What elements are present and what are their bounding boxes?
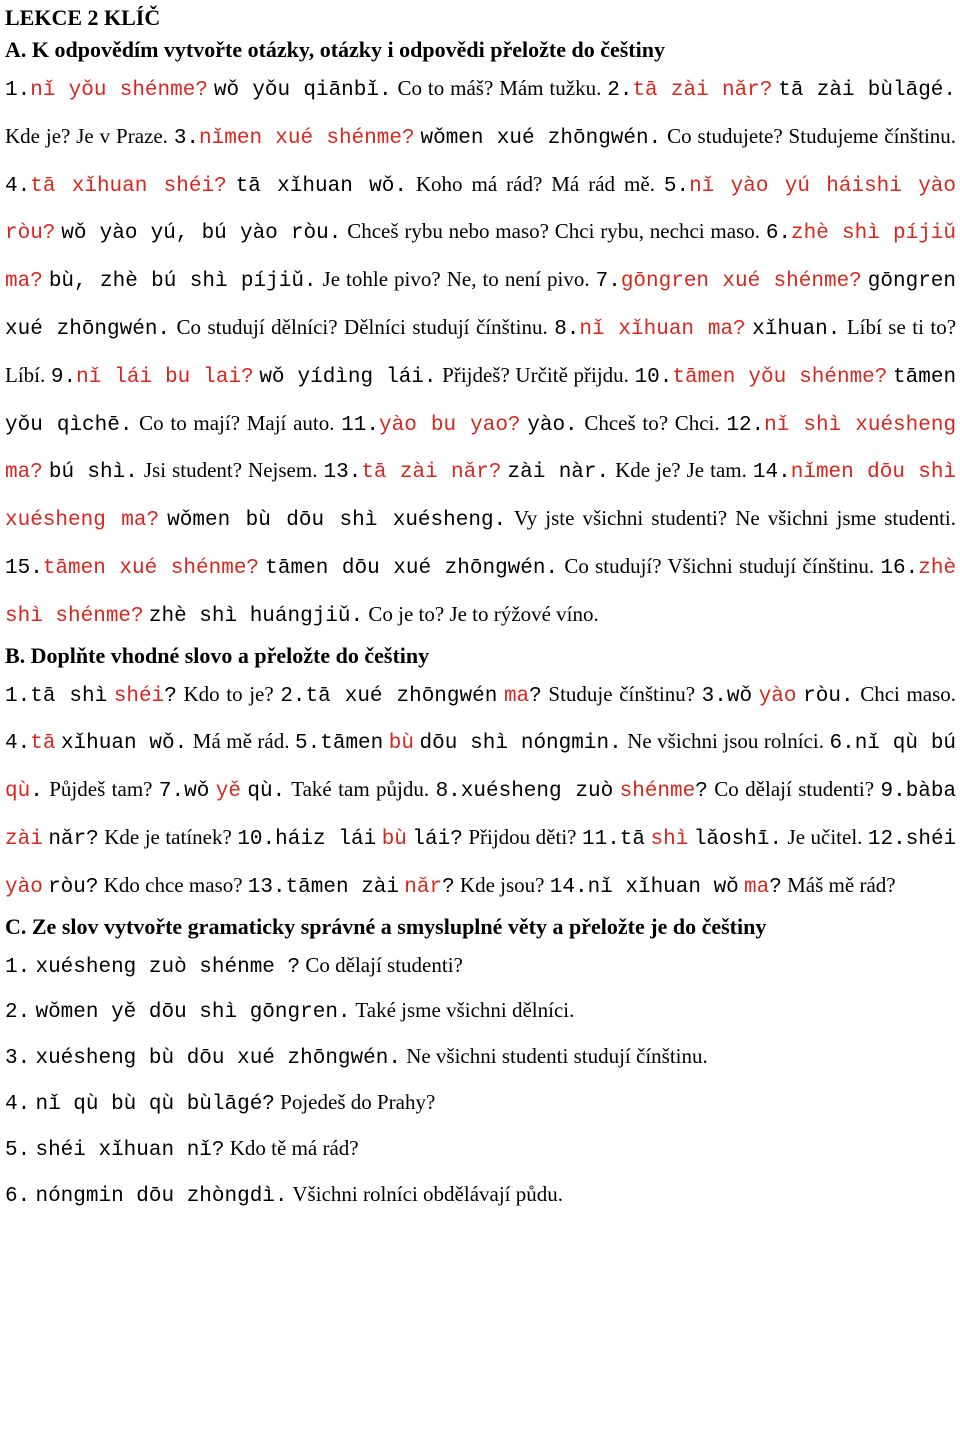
item-number: 12. (726, 413, 765, 437)
item-number: 2. (5, 1001, 31, 1025)
pinyin-before-blank: tāmen zài (285, 875, 399, 899)
pinyin-answer: tā xǐhuan wǒ. (235, 174, 407, 198)
filled-word: bù (381, 827, 407, 851)
pinyin-sentence: nóngmin dōu zhòngdì. (35, 1184, 288, 1208)
pinyin-before-blank: nǐ xǐhuan wǒ (587, 875, 739, 899)
pinyin-answer: gōngren xué zhōngwén. (5, 270, 957, 341)
pinyin-question: tā zài nǎr? (632, 79, 773, 102)
pinyin-answer: wǒ yào yú, bú yào ròu. (61, 222, 342, 246)
item-number: 11. (581, 827, 620, 851)
item-number: 5. (663, 174, 690, 198)
item-number: 10. (634, 365, 673, 389)
pinyin-answer: yào. (527, 413, 578, 437)
section-b-item (582, 825, 862, 849)
czech-translation: Pojedeš do Prahy? (280, 1089, 436, 1114)
pinyin-after-blank: ? (529, 684, 542, 708)
item-number: 3. (173, 126, 200, 150)
pinyin-sentence: xuésheng zuò shénme ? (35, 955, 301, 979)
pinyin-question: zhè shì píjiǔ ma? (5, 222, 957, 294)
pinyin-before-blank: wǒ (726, 684, 753, 708)
filled-word: bù (388, 732, 414, 756)
czech-translation: Ne všichni studenti studují čínštinu. (406, 1044, 708, 1069)
czech-translation: Je učitel. (787, 824, 863, 849)
section-a-item (341, 411, 719, 435)
czech-translation: Chceš to? Chci. (584, 410, 720, 435)
item-number: 1. (5, 79, 31, 102)
filled-word: zài (5, 827, 43, 851)
item-number: 8. (435, 780, 461, 804)
pinyin-after-blank: ròu? (48, 875, 99, 899)
pinyin-after-blank: ? (164, 684, 177, 708)
filled-word: qù (5, 780, 31, 804)
pinyin-sentence: nǐ qù bù qù bùlāgé? (35, 1092, 275, 1116)
item-number: 10. (237, 827, 276, 851)
pinyin-question: tā xǐhuan shéi? (30, 174, 227, 198)
pinyin-question: nǐ lái bu lai? (76, 365, 254, 389)
pinyin-before-blank: nǐ qù bú (854, 732, 957, 756)
czech-translation: Kde je? Je v Praze. (5, 123, 168, 148)
item-number: 14. (752, 461, 791, 485)
czech-translation: Kde je tatínek? (104, 824, 232, 849)
section-c-heading: C. Ze slov vytvořte gramaticky správné a smysluplné věty a přeložte je do češtiny (5, 913, 767, 939)
section-b-item (237, 825, 576, 849)
czech-translation: Kdo chce maso? (103, 872, 243, 897)
section-b-item (158, 777, 430, 804)
item-number: 6. (829, 732, 855, 756)
section-c-item (5, 1172, 956, 1218)
pinyin-after-blank: ? (769, 875, 782, 899)
section-b-item (248, 873, 545, 897)
item-number: 2. (280, 684, 306, 708)
pinyin-before-blank: tā (619, 827, 646, 851)
czech-translation: Je tohle pivo? Ne, to není pivo. (322, 267, 590, 292)
pinyin-answer: tā zài bùlāgé. (778, 79, 957, 102)
pinyin-question: nǐmen dōu shì xuésheng ma? (5, 461, 957, 533)
filled-word: shì (650, 827, 689, 851)
czech-translation: Kde je? Je tam. (615, 458, 747, 483)
item-number: 4. (5, 174, 31, 198)
czech-translation: Také tam půjdu. (291, 777, 430, 802)
item-number: 16. (880, 556, 919, 580)
item-number: 13. (323, 461, 362, 485)
filled-word: tā (30, 732, 56, 756)
section-a-heading: A. K odpovědím vytvořte otázky, otázky i odpovědi přeložte do češtiny (5, 37, 665, 62)
item-number: 3. (701, 684, 727, 708)
pinyin-after-blank: nǎr? (48, 827, 99, 851)
section-b-item (280, 682, 695, 706)
filled-word: ma (744, 875, 770, 899)
section-b-item (295, 729, 824, 756)
document-title: LEKCE 2 KLÍČ (5, 5, 161, 30)
pinyin-before-blank: tā shì (30, 684, 108, 708)
item-number: 14. (549, 875, 588, 899)
pinyin-question: nǐ shì xuésheng ma? (5, 413, 957, 485)
answer-key-document (5, 2, 956, 1217)
section-c-item (5, 1126, 956, 1172)
czech-translation: Co to máš? Mám tužku. (397, 76, 602, 100)
czech-translation: Přijdeš? Určitě přijdu. (442, 362, 629, 387)
filled-word: yào (5, 875, 43, 899)
item-number: 6. (5, 1184, 31, 1208)
pinyin-answer: xǐhuan. (752, 317, 841, 341)
section-a-item (5, 76, 601, 100)
section-a-answers (5, 66, 956, 640)
pinyin-question: zhè shì shénme? (5, 556, 957, 628)
section-b-answers (5, 672, 956, 911)
item-number: 13. (247, 875, 286, 899)
pinyin-answer: tāmen yǒu qìchē. (5, 365, 957, 437)
czech-translation: Ne všichni jsou rolníci. (627, 729, 824, 754)
czech-translation: Co dělají studenti? (714, 777, 875, 802)
filled-word: yào (758, 684, 797, 708)
pinyin-after-blank: . (30, 780, 43, 804)
item-number: 1. (5, 955, 31, 979)
pinyin-after-blank: dōu shì nóngmin. (419, 732, 622, 756)
pinyin-answer: zhè shì huángjiǔ. (148, 604, 364, 628)
item-number: 7. (595, 270, 621, 294)
pinyin-after-blank: ? (695, 780, 708, 804)
czech-translation: Kdo tě má rád? (229, 1135, 359, 1160)
section-a-item (323, 458, 747, 485)
czech-translation: Všichni rolníci obdělávají půdu. (292, 1181, 564, 1206)
section-a-item (174, 124, 956, 148)
filled-word: yě (215, 780, 241, 804)
pinyin-answer: tāmen dōu xué zhōngwén. (265, 556, 559, 580)
item-number: 11. (341, 413, 380, 437)
pinyin-before-blank: shéi (905, 827, 957, 851)
section-c-item (5, 1034, 956, 1080)
pinyin-before-blank: wǒ (184, 780, 210, 804)
czech-translation: Co studují? Všichni studují čínštinu. (564, 553, 875, 578)
section-c-answers (5, 943, 956, 1218)
czech-translation: Přijdou děti? (468, 824, 577, 849)
czech-translation: Kde jsou? (459, 872, 545, 897)
czech-translation: Co je to? Je to rýžové víno. (368, 601, 599, 626)
czech-translation: Kdo to je? (183, 681, 274, 706)
pinyin-question: nǐ yǒu shénme? (30, 79, 208, 102)
pinyin-question: nǐ xǐhuan ma? (579, 317, 746, 341)
pinyin-question: tāmen xué shénme? (42, 556, 260, 580)
filled-word: shéi (113, 684, 165, 708)
pinyin-before-blank: tā xué zhōngwén (305, 684, 498, 708)
item-number: 6. (765, 222, 792, 246)
section-c-item (5, 988, 956, 1034)
pinyin-before-blank: háiz lái (275, 827, 377, 851)
section-a-item (5, 172, 655, 196)
pinyin-answer: wǒ yǒu qiānbǐ. (213, 79, 392, 102)
filled-word: ma (503, 684, 530, 708)
pinyin-sentence: xuésheng bù dōu xué zhōngwén. (35, 1047, 401, 1071)
filled-word: shénme (619, 780, 696, 804)
czech-translation: Chci maso. (860, 681, 957, 706)
pinyin-before-blank: bàba (905, 780, 957, 804)
pinyin-question: gōngren xué shénme? (620, 270, 862, 294)
item-number: 12. (867, 827, 906, 851)
czech-translation: Co to mají? Mají auto. (139, 410, 335, 435)
pinyin-after-blank: lái? (412, 827, 463, 851)
item-number: 3. (5, 1047, 31, 1071)
item-number: 1. (5, 684, 31, 708)
czech-translation: Chceš rybu nebo maso? Chci rybu, nechci maso. (347, 219, 760, 244)
pinyin-question: nǐmen xué shénme? (199, 126, 415, 150)
czech-translation: Vy jste všichni studenti? Ne všichni jsme studenti. (513, 506, 957, 531)
pinyin-answer: zài nàr. (507, 461, 610, 485)
section-b-item (435, 777, 875, 804)
czech-translation: Líbí se ti to? Líbí. (5, 314, 957, 387)
section-b-item (5, 729, 290, 756)
item-number: 5. (295, 732, 321, 756)
czech-translation: Co dělají studenti? (305, 952, 463, 977)
section-b-item (702, 682, 956, 706)
czech-translation: Koho má rád? Má rád mě. (415, 171, 655, 196)
pinyin-answer: bù, zhè bú shì píjiǔ. (48, 270, 317, 294)
czech-translation: Máš mě rád? (787, 872, 896, 897)
pinyin-answer: wǒ yídìng lái. (259, 365, 437, 389)
item-number: 4. (5, 732, 31, 756)
section-a-item (51, 363, 629, 387)
section-b-item (550, 873, 896, 897)
section-c-item (5, 1080, 956, 1126)
pinyin-sentence: shéi xǐhuan nǐ? (35, 1138, 225, 1162)
item-number: 15. (5, 556, 43, 580)
section-c-item (5, 943, 956, 989)
pinyin-sentence: wǒmen yě dōu shì gōngren. (35, 1001, 351, 1025)
czech-translation: Jsi student? Nejsem. (143, 458, 318, 483)
pinyin-question: yào bu yao? (379, 413, 521, 437)
pinyin-before-blank: tāmen (320, 732, 384, 756)
item-number: 8. (554, 317, 580, 341)
item-number: 5. (5, 1138, 31, 1162)
pinyin-question: tāmen yǒu shénme? (672, 365, 888, 389)
filled-word: nǎr (404, 875, 443, 899)
pinyin-answer: wǒmen xué zhōngwén. (420, 126, 662, 150)
item-number: 7. (158, 780, 185, 804)
pinyin-question: tā zài nǎr? (361, 461, 502, 485)
pinyin-before-blank: xuésheng zuò (460, 780, 614, 804)
item-number: 9. (50, 365, 77, 389)
item-number: 2. (607, 79, 633, 102)
czech-translation: Co studujete? Studujeme čínštinu. (667, 123, 957, 148)
czech-translation: Studuje čínštinu? (548, 681, 696, 706)
pinyin-after-blank: lǎoshī. (693, 827, 783, 851)
pinyin-answer: wǒmen bù dōu shì xuésheng. (167, 509, 507, 533)
section-b-heading: B. Doplňte vhodné slovo a přeložte do češtiny (5, 642, 430, 668)
czech-translation: Také jsme všichni dělníci. (355, 998, 575, 1023)
pinyin-question: nǐ yào yú háishi yào ròu? (5, 174, 957, 246)
pinyin-after-blank: xǐhuan wǒ. (60, 732, 188, 756)
section-b-item (5, 682, 274, 706)
section-a-item (5, 554, 874, 578)
item-number: 9. (880, 780, 906, 804)
item-number: 4. (5, 1092, 31, 1116)
pinyin-answer: bú shì. (48, 461, 138, 485)
czech-translation: Má mě rád. (192, 729, 290, 754)
pinyin-after-blank: qù. (247, 780, 286, 804)
czech-translation: Co studují dělníci? Dělníci studují čínštinu. (176, 314, 548, 339)
pinyin-after-blank: ? (442, 875, 455, 899)
czech-translation: Půjdeš tam? (49, 777, 153, 802)
pinyin-after-blank: ròu. (803, 684, 854, 708)
